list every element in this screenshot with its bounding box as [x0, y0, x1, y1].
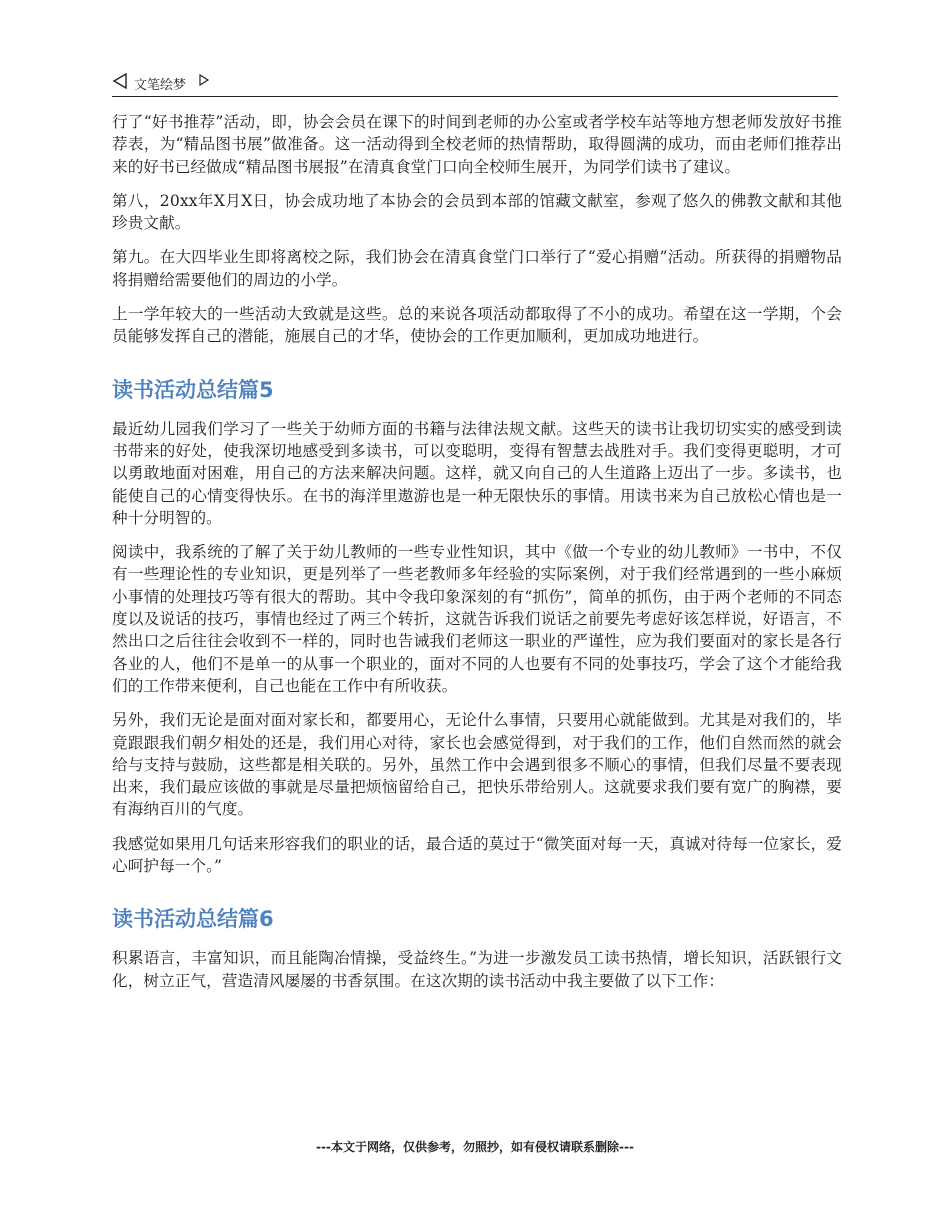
- header-brand: 文笔绘梦: [134, 78, 187, 93]
- triangle-left-outline-icon: [112, 73, 128, 89]
- paragraph: 第九。在大四毕业生即将离校之际，我们协会在清真食堂门口举行了“爱心捐赠”活动。所获得的捐赠物品将捐赠给需要他们的周边的小学。: [112, 248, 842, 289]
- paragraph: 第八，20xx年X月X日，协会成功地了本协会的会员到本部的馆藏文献室，参观了悠久的佛教文献和其他珍贵文献。: [112, 191, 842, 233]
- footer-notice: ---本文于网络，仅供参考，勿照抄，如有侵权请联系删除---: [316, 1140, 634, 1154]
- paragraph: 上一学年较大的一些活动大致就是这些。总的来说各项活动都取得了不小的成功。希望在这一学期，个会员能够发挥自己的潜能，施展自己的才华，使协会的工作更加顺利，更加成功地进行。: [112, 305, 842, 346]
- paragraph: 行了“好书推荐”活动，即，协会会员在课下的时间到老师的办公室或者学校车站等地方想老师发放好书推荐表，为“精品图书展”做准备。这一活动得到全校老师的热情帮助，取得圆满的成功，而由老师们推荐出来的好书已经做成“精品图书展报”在清真食堂门口向全校师生展开，为同学们读书了建议。: [112, 113, 842, 176]
- paragraph: 最近幼儿园我们学习了一些关于幼师方面的书籍与法律法规文献。这些天的读书让我切切实实的感受到读书带来的好处，使我深切地感受到多读书，可以变聪明，变得有智慧去战胜对手。我们变得更聪明，才可以勇敢地面对困难，用自己的方法来解决问题。这样，就又向自己的人生道路上迈出了一步。多读书，也能使自己的心情变得快乐。在书的海洋里遨游也是一种无限快乐的事情。用读书来为自己放松心情也是一种十分明智的。: [112, 419, 842, 527]
- page-header: [112, 70, 838, 97]
- paragraph: 我感觉如果用几句话来形容我们的职业的话，最合适的莫过于“微笑面对每一天，真诚对待每一位家长，爱心呵护每一个。”: [112, 834, 842, 876]
- document-body: [112, 111, 842, 1004]
- paragraph: 积累语言，丰富知识，而且能陶冶情操，受益终生。”为进一步激发员工读书热情，增长知识，活跃银行文化，树立正气，营造清风屡屡的书香氛围。在这次期的读书活动中我主要做了以下工作：: [112, 949, 842, 990]
- triangle-right-outline-icon: [198, 74, 210, 86]
- paragraph: 阅读中，我系统的了解了关于幼儿教师的一些专业性知识，其中《做一个专业的幼儿教师》一书中，不仅有一些理论性的专业知识，更是列举了一些老教师多年经验的实际案例，对于我们经常遇到的一些小麻烦小事情的处理技巧等有很大的帮助。其中令我印象深刻的有“抓伤”，简单的抓伤，由于两个老师的不同态度以及说话的技巧，事情也经过了两三个转折，这就告诉我们说话之前要先考虑好该怎样说，好语言，不然出口之后往往会收到不一样的，同时也告诫我们老师这一职业的严谨性，应为我们要面对的家长是各行各业的人，他们不是单一的从事一个职业的，面对不同的人也要有不同的处事技巧，学会了这个才能给我们的工作带来便利，自己也能在工作中有所收获。: [112, 543, 842, 695]
- section-heading: 读书活动总结篇5: [112, 377, 274, 402]
- paragraph: 另外，我们无论是面对面对家长和，都要用心，无论什么事情，只要用心就能做到。尤其是对我们的，毕竟跟跟我们朝夕相处的还是，我们用心对待，家长也会感觉得到，对于我们的工作，他们自然而然的就会给与支持与鼓励，这些都是相关联的。另外，虽然工作中会遇到很多不顺心的事情，但我们尽量不要表现出来，我们最应该做的事就是尽量把烦恼留给自己，把快乐带给别人。这就要求我们要有宽广的胸襟，要有海纳百川的气度。: [112, 711, 842, 819]
- section-heading: 读书活动总结篇6: [112, 907, 274, 932]
